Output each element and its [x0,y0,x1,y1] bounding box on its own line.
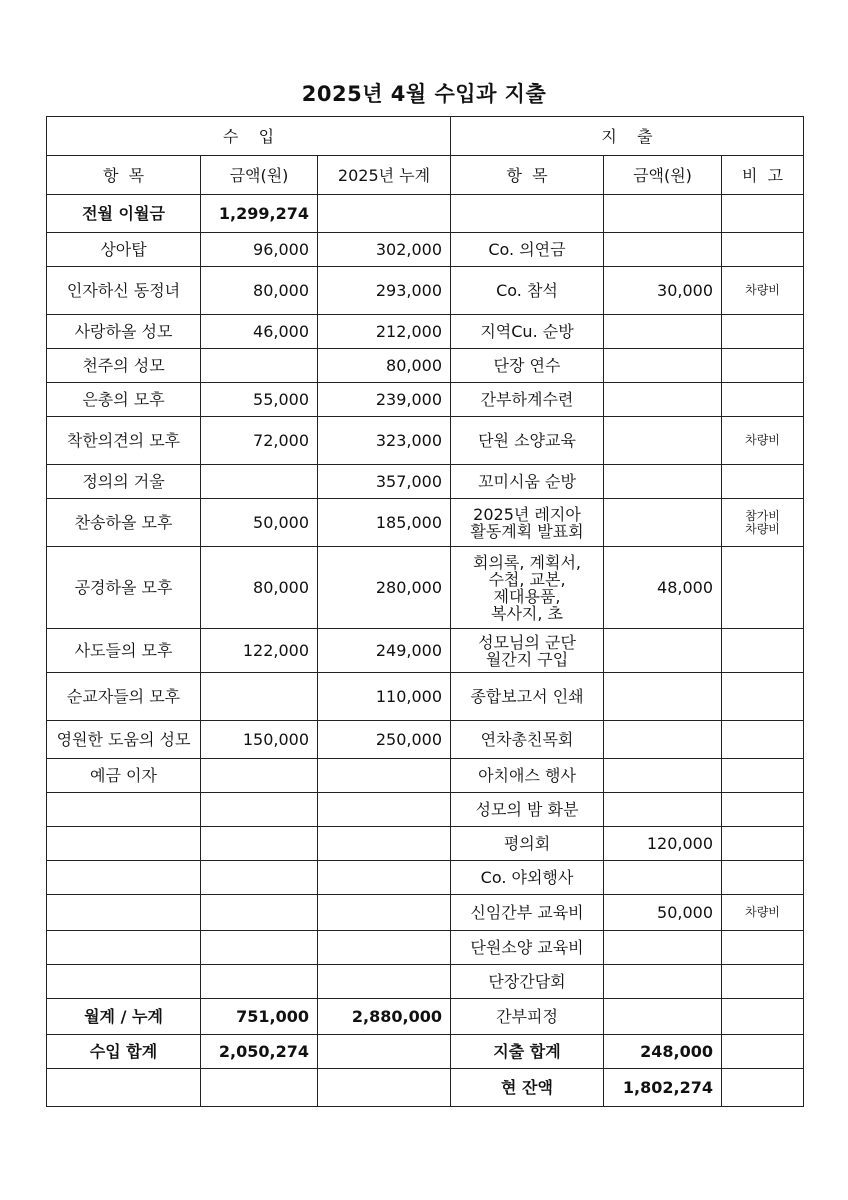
table-row [47,315,804,349]
income-amount-cell [201,673,318,721]
header-income-item: 항 목 [47,156,201,195]
expense-item-cell: 신임간부 교육비 [451,895,604,931]
header-note: 비 고 [722,156,804,195]
income-cumulative-cell: 2,880,000 [318,999,451,1035]
income-amount-cell: 80,000 [201,267,318,315]
income-cumulative-cell: 110,000 [318,673,451,721]
income-item-cell: 전월 이월금 [47,195,201,233]
expense-amount-cell: 1,802,274 [604,1069,722,1107]
income-item-cell: 순교자들의 모후 [47,673,201,721]
income-cumulative-cell [318,965,451,999]
note-cell [722,195,804,233]
header-income-cumulative: 2025년 누계 [318,156,451,195]
table-row [47,349,804,383]
header-expense-amount: 금액(원) [604,156,722,195]
note-cell [722,759,804,793]
income-cumulative-cell [318,759,451,793]
income-amount-cell: 96,000 [201,233,318,267]
income-amount-cell [201,759,318,793]
income-amount-cell: 50,000 [201,499,318,547]
expense-item-cell: 성모의 밤 화분 [451,793,604,827]
income-item-cell [47,827,201,861]
note-cell [722,793,804,827]
note-cell [722,233,804,267]
note-cell: 차량비 [722,417,804,465]
table-row [47,759,804,793]
table-row [47,465,804,499]
income-cumulative-cell [318,861,451,895]
income-amount-cell: 751,000 [201,999,318,1035]
expense-item-cell: 간부피정 [451,999,604,1035]
expense-amount-cell [604,233,722,267]
expense-item-cell: 종합보고서 인쇄 [451,673,604,721]
expense-amount-cell: 30,000 [604,267,722,315]
expense-amount-cell: 50,000 [604,895,722,931]
income-amount-cell [201,465,318,499]
note-cell [722,1035,804,1069]
expense-item-cell: 간부하계수련 [451,383,604,417]
income-item-cell: 찬송하올 모후 [47,499,201,547]
header-expense-item: 항 목 [451,156,604,195]
table-row [47,1069,804,1107]
expense-amount-cell: 48,000 [604,547,722,629]
income-amount-cell [201,895,318,931]
expense-amount-cell [604,629,722,673]
expense-amount-cell [604,861,722,895]
expense-amount-cell: 248,000 [604,1035,722,1069]
income-cumulative-cell: 239,000 [318,383,451,417]
income-cumulative-cell: 250,000 [318,721,451,759]
expense-amount-cell [604,349,722,383]
income-amount-cell [201,965,318,999]
expense-item-cell: 지출 합계 [451,1035,604,1069]
table-row [47,861,804,895]
income-cumulative-cell [318,1069,451,1107]
note-cell [722,465,804,499]
income-item-cell [47,861,201,895]
income-cumulative-cell [318,195,451,233]
income-item-cell: 천주의 성모 [47,349,201,383]
expense-item-cell: 단장 연수 [451,349,604,383]
column-header-row [47,156,804,195]
note-cell [722,673,804,721]
ledger-body [47,195,804,1107]
expense-item-cell [451,195,604,233]
note-cell [722,629,804,673]
income-cumulative-cell [318,793,451,827]
income-item-cell [47,1069,201,1107]
income-item-cell [47,931,201,965]
income-cumulative-cell [318,895,451,931]
income-cumulative-cell [318,931,451,965]
ledger-table [46,116,804,1107]
expense-item-cell: 단원 소양교육 [451,417,604,465]
note-cell [722,965,804,999]
expense-item-cell: Co. 참석 [451,267,604,315]
expense-amount-cell [604,759,722,793]
income-amount-cell [201,931,318,965]
income-item-cell: 은총의 모후 [47,383,201,417]
expense-item-cell [451,629,604,673]
income-cumulative-cell: 80,000 [318,349,451,383]
expense-item-cell: 현 잔액 [451,1069,604,1107]
note-cell [722,547,804,629]
income-cumulative-cell: 212,000 [318,315,451,349]
income-amount-cell [201,1069,318,1107]
income-amount-cell [201,349,318,383]
income-section-header: 수 입 [47,117,451,156]
expense-item-cell-line: 수첩, 교본, [488,569,566,589]
note-cell [722,383,804,417]
expense-amount-cell [604,465,722,499]
income-item-cell: 상아탑 [47,233,201,267]
page-title: 2025년 4월 수입과 지출 [301,82,547,106]
expense-item-cell-line: 제대용품, [493,586,561,606]
table-row [47,547,804,629]
expense-item-cell: 단원소양 교육비 [451,931,604,965]
income-item-cell [47,895,201,931]
expense-item-cell [451,547,604,629]
expense-amount-cell [604,965,722,999]
note-cell [722,315,804,349]
expense-item-cell-line: 회의록, 계획서, [473,552,581,572]
income-item-cell: 공경하올 모후 [47,547,201,629]
table-row [47,965,804,999]
income-item-cell [47,793,201,827]
expense-item-cell: 평의회 [451,827,604,861]
income-amount-cell: 55,000 [201,383,318,417]
income-amount-cell: 80,000 [201,547,318,629]
expense-item-cell-line: 활동계획 발표회 [470,521,584,541]
table-row [47,999,804,1035]
note-cell: 차량비 [722,267,804,315]
expense-amount-cell [604,931,722,965]
table-row [47,499,804,547]
expense-item-cell: Co. 야외행사 [451,861,604,895]
note-cell [722,499,804,547]
income-item-cell [47,965,201,999]
income-cumulative-cell [318,1035,451,1069]
income-cumulative-cell: 357,000 [318,465,451,499]
income-item-cell: 정의의 거울 [47,465,201,499]
note-cell-line: 참가비 [745,508,780,523]
table-row [47,417,804,465]
income-item-cell: 인자하신 동정녀 [47,267,201,315]
expense-amount-cell: 120,000 [604,827,722,861]
expense-amount-cell [604,721,722,759]
expense-section-header: 지 출 [451,117,804,156]
income-item-cell: 예금 이자 [47,759,201,793]
income-amount-cell: 72,000 [201,417,318,465]
income-item-cell: 사랑하올 성모 [47,315,201,349]
table-row [47,673,804,721]
expense-item-cell: 아치애스 행사 [451,759,604,793]
income-item-cell: 착한의견의 모후 [47,417,201,465]
income-amount-cell: 46,000 [201,315,318,349]
expense-item-cell [451,499,604,547]
income-item-cell: 수입 합계 [47,1035,201,1069]
expense-item-cell: 단장간담회 [451,965,604,999]
note-cell-line: 차량비 [745,521,780,536]
income-amount-cell [201,793,318,827]
income-cumulative-cell: 302,000 [318,233,451,267]
expense-amount-cell [604,793,722,827]
table-row [47,233,804,267]
expense-amount-cell [604,383,722,417]
expense-item-cell-line: 2025년 레지아 [473,504,581,524]
table-row [47,931,804,965]
table-row [47,1035,804,1069]
income-cumulative-cell: 280,000 [318,547,451,629]
table-row [47,267,804,315]
income-amount-cell: 150,000 [201,721,318,759]
expense-amount-cell [604,499,722,547]
header-income-amount: 금액(원) [201,156,318,195]
income-cumulative-cell: 249,000 [318,629,451,673]
note-cell [722,999,804,1035]
income-cumulative-cell [318,827,451,861]
expense-item-cell-line: 복사지, 초 [491,603,563,623]
expense-amount-cell [604,673,722,721]
income-cumulative-cell: 323,000 [318,417,451,465]
note-cell: 차량비 [722,895,804,931]
expense-item-cell: 지역Cu. 순방 [451,315,604,349]
income-amount-cell [201,861,318,895]
income-amount-cell: 1,299,274 [201,195,318,233]
expense-amount-cell [604,417,722,465]
income-item-cell: 영원한 도움의 성모 [47,721,201,759]
note-cell [722,721,804,759]
income-amount-cell: 122,000 [201,629,318,673]
income-cumulative-cell: 185,000 [318,499,451,547]
note-cell [722,931,804,965]
expense-amount-cell [604,999,722,1035]
expense-item-cell: 꼬미시움 순방 [451,465,604,499]
income-amount-cell: 2,050,274 [201,1035,318,1069]
table-row [47,721,804,759]
table-row [47,895,804,931]
table-row [47,383,804,417]
income-amount-cell [201,827,318,861]
expense-amount-cell [604,195,722,233]
income-item-cell: 사도들의 모후 [47,629,201,673]
income-item-cell: 월계 / 누계 [47,999,201,1035]
table-row [47,793,804,827]
note-cell [722,827,804,861]
expense-item-cell: Co. 의연금 [451,233,604,267]
table-row [47,195,804,233]
table-row [47,629,804,673]
expense-amount-cell [604,315,722,349]
income-cumulative-cell: 293,000 [318,267,451,315]
expense-item-cell: 연차총친목회 [451,721,604,759]
note-cell [722,861,804,895]
expense-item-cell-line: 월간지 구입 [485,649,569,669]
expense-item-cell-line: 성모님의 군단 [478,632,576,652]
table-row [47,827,804,861]
section-header-row [47,117,804,156]
note-cell [722,349,804,383]
note-cell [722,1069,804,1107]
